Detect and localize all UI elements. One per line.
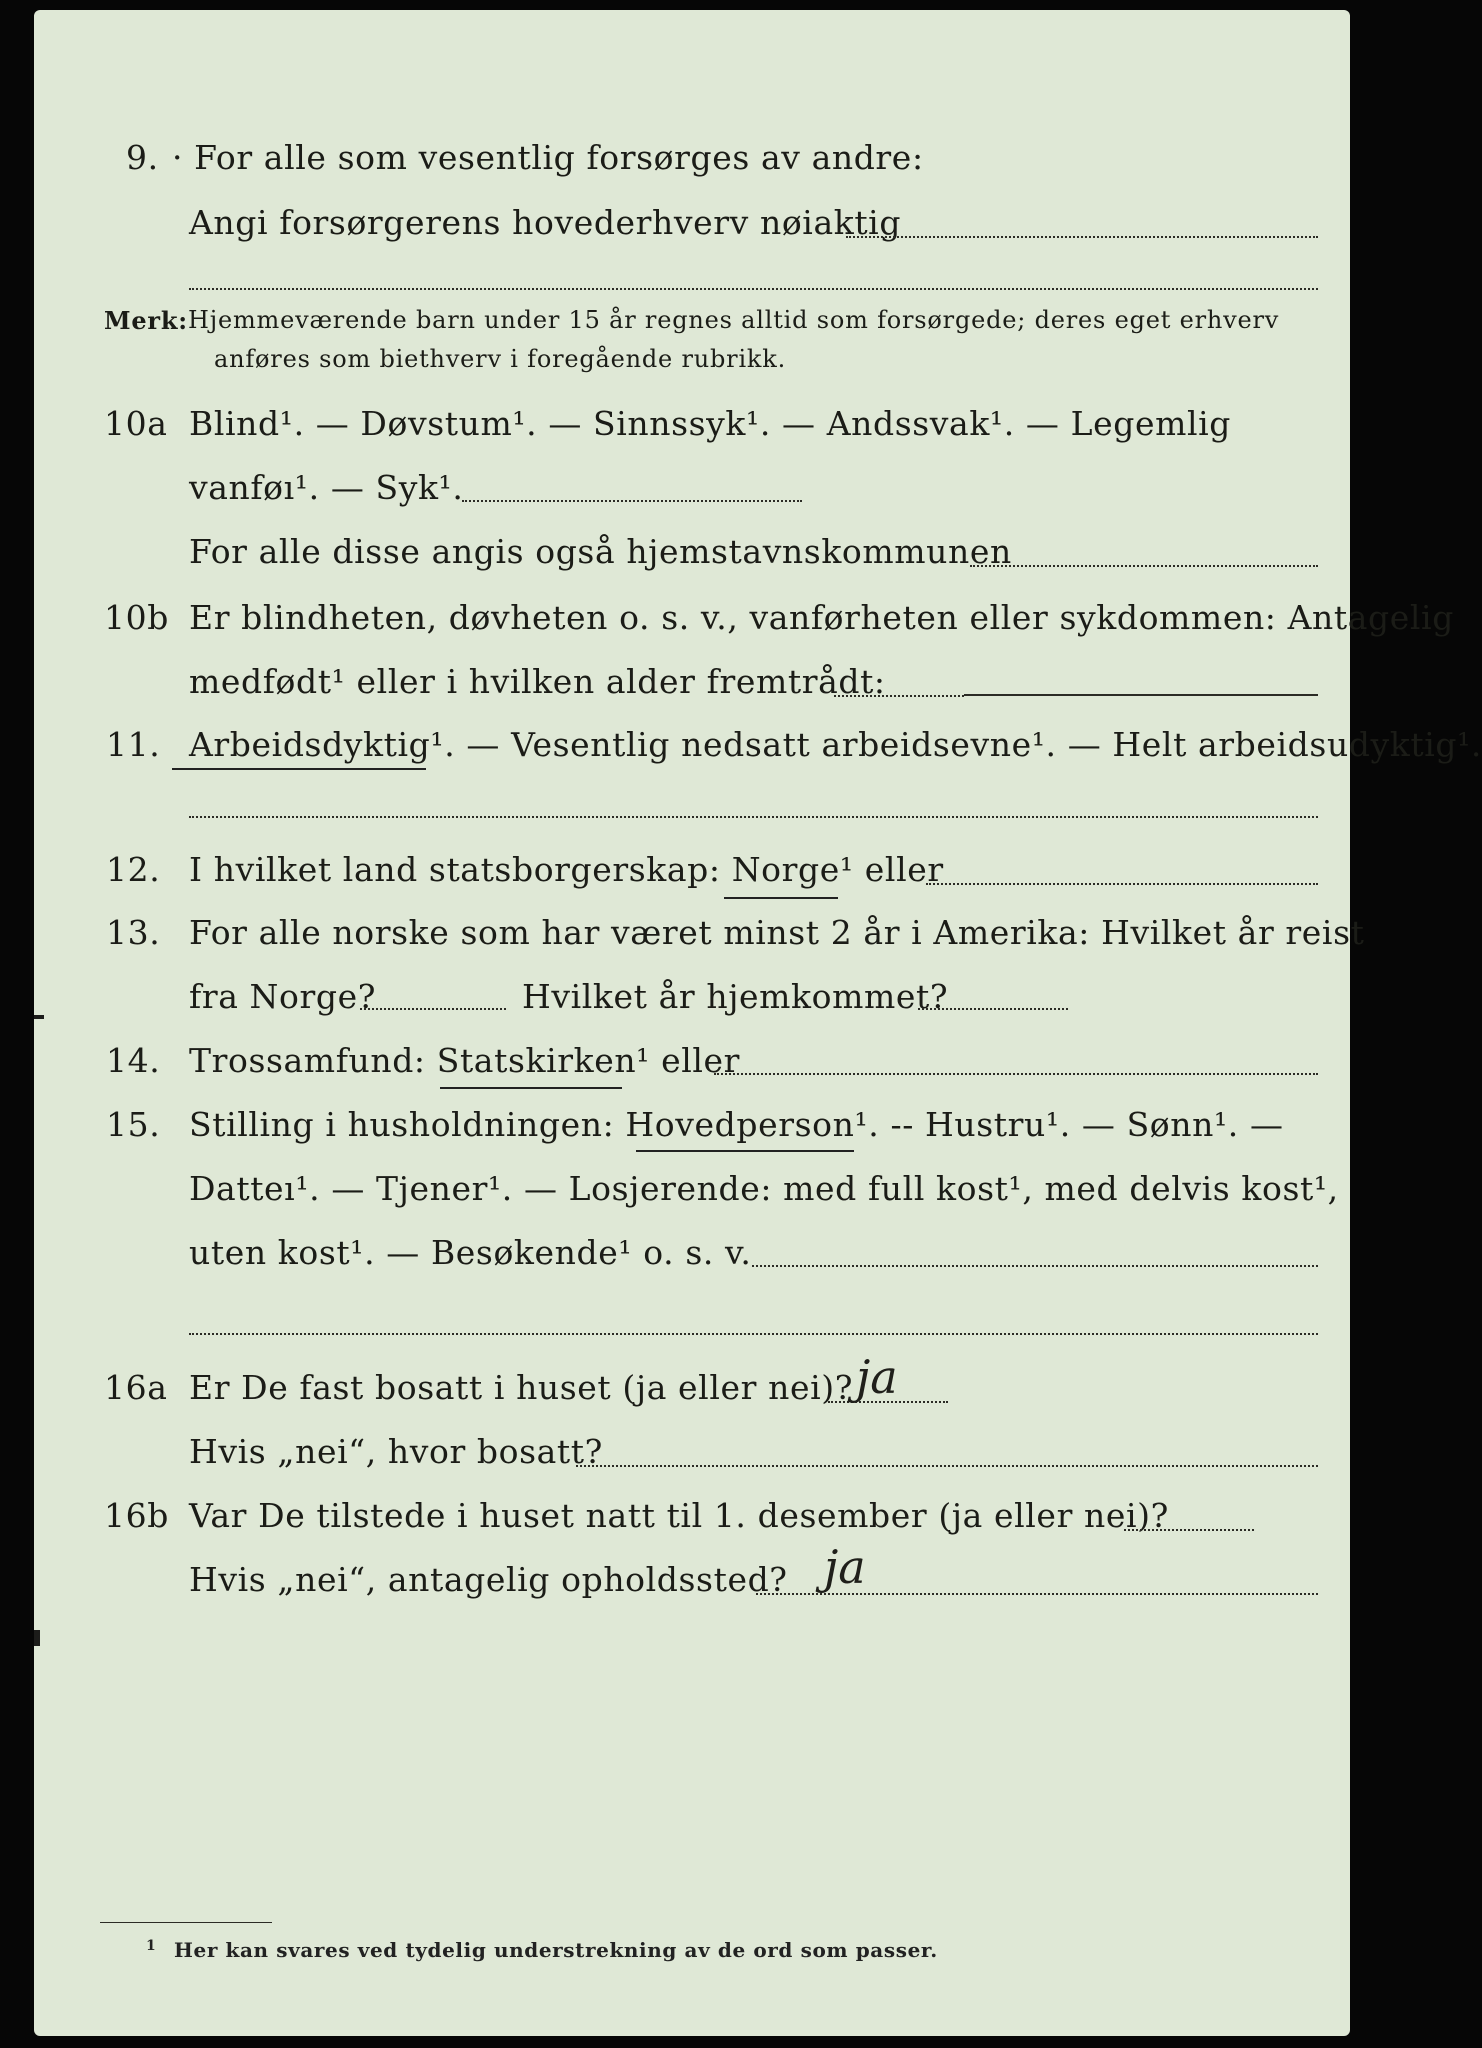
answer-line xyxy=(1124,1529,1254,1531)
footnote-mark: 1 xyxy=(146,1938,157,1954)
question-text: vanføı¹. — Syk¹. xyxy=(189,468,464,507)
census-form-page xyxy=(34,10,1482,2036)
answer-line xyxy=(360,1008,506,1010)
question-number: 15. xyxy=(106,1105,161,1144)
question-text: Datteı¹. — Tjener¹. — Losjerende: med full kost¹, med delvis kost¹, xyxy=(189,1169,1339,1208)
question-text: I hvilket land statsborgerskap: Norge¹ eller xyxy=(189,850,944,889)
footnote-rule xyxy=(100,1922,272,1923)
note-label: Merk: xyxy=(104,306,188,335)
question-text: uten kost¹. — Besøkende¹ o. s. v. xyxy=(189,1233,752,1272)
underline-mark xyxy=(172,768,426,770)
question-text: Blind¹. — Døvstum¹. — Sinnssyk¹. — Andssvak¹. — Legemlig xyxy=(189,404,1232,443)
answer-line xyxy=(970,565,1318,567)
question-text: fra Norge? xyxy=(189,977,377,1016)
answer-line xyxy=(462,500,802,502)
answer-line xyxy=(926,883,1318,885)
question-number: 11. xyxy=(106,725,161,764)
answer-line xyxy=(752,1265,1318,1267)
answer-line xyxy=(964,694,1318,696)
answer-line xyxy=(834,695,964,697)
answer-line xyxy=(918,1008,1068,1010)
question-text: Arbeidsdyktig¹. — Vesentlig nedsatt arbeidsevne¹. — Helt arbeidsudyktig¹. xyxy=(189,725,1482,764)
scan-speck xyxy=(34,1630,40,1646)
footnote-text: Her kan svares ved tydelig understrekning av de ord som passer. xyxy=(174,1938,938,1962)
handwritten-answer: ja xyxy=(824,1540,866,1594)
note-text: anføres som biethverv i foregående rubrikk. xyxy=(214,345,787,373)
question-text: Er De fast bosatt i huset (ja eller nei)? xyxy=(189,1368,853,1407)
question-number: 10a xyxy=(104,404,168,443)
question-text: · For alle som vesentlig forsørges av andre: xyxy=(172,138,924,177)
scan-speck xyxy=(34,1015,44,1019)
question-text: Var De tilstede i huset natt til 1. desember (ja eller nei)? xyxy=(189,1496,1169,1535)
answer-line xyxy=(846,236,1318,238)
answer-line xyxy=(189,1333,1318,1335)
question-text: Trossamfund: Statskirken¹ eller xyxy=(189,1041,741,1080)
question-text: Stilling i husholdningen: Hovedperson¹. -- Hustru¹. — Sønn¹. — xyxy=(189,1105,1284,1144)
underline-mark xyxy=(724,897,838,899)
question-number: 9. xyxy=(126,138,159,177)
answer-line xyxy=(189,288,1318,290)
note-text: Hjemmeværende barn under 15 år regnes alltid som forsørgede; deres eget erhverv xyxy=(188,306,1280,334)
answer-line xyxy=(576,1465,1318,1467)
question-text: Hvilket år hjemkommet? xyxy=(522,977,949,1016)
underline-mark xyxy=(440,1087,622,1089)
question-text: Hvis „nei“, antagelig opholdssted? xyxy=(189,1560,788,1599)
question-number: 16a xyxy=(104,1368,168,1407)
question-number: 10b xyxy=(104,598,169,637)
question-text: For alle norske som har været minst 2 år i Amerika: Hvilket år reist xyxy=(189,913,1365,952)
question-number: 14. xyxy=(106,1041,161,1080)
question-number: 16b xyxy=(104,1496,169,1535)
question-text: For alle disse angis også hjemstavnskommunen xyxy=(189,532,1012,571)
handwritten-answer: ja xyxy=(856,1350,898,1404)
question-number: 12. xyxy=(106,850,161,889)
answer-line xyxy=(714,1073,1318,1075)
question-text: Hvis „nei“, hvor bosatt? xyxy=(189,1432,603,1471)
question-number: 13. xyxy=(106,913,161,952)
answer-line xyxy=(189,816,1318,818)
question-text: medfødt¹ eller i hvilken alder fremtrådt: xyxy=(189,662,886,701)
question-text: Er blindheten, døvheten o. s. v., vanførheten eller sykdommen: Antagelig xyxy=(189,598,1454,637)
question-text: Angi forsørgerens hovederhverv nøiaktig xyxy=(189,203,902,242)
underline-mark xyxy=(636,1150,854,1152)
